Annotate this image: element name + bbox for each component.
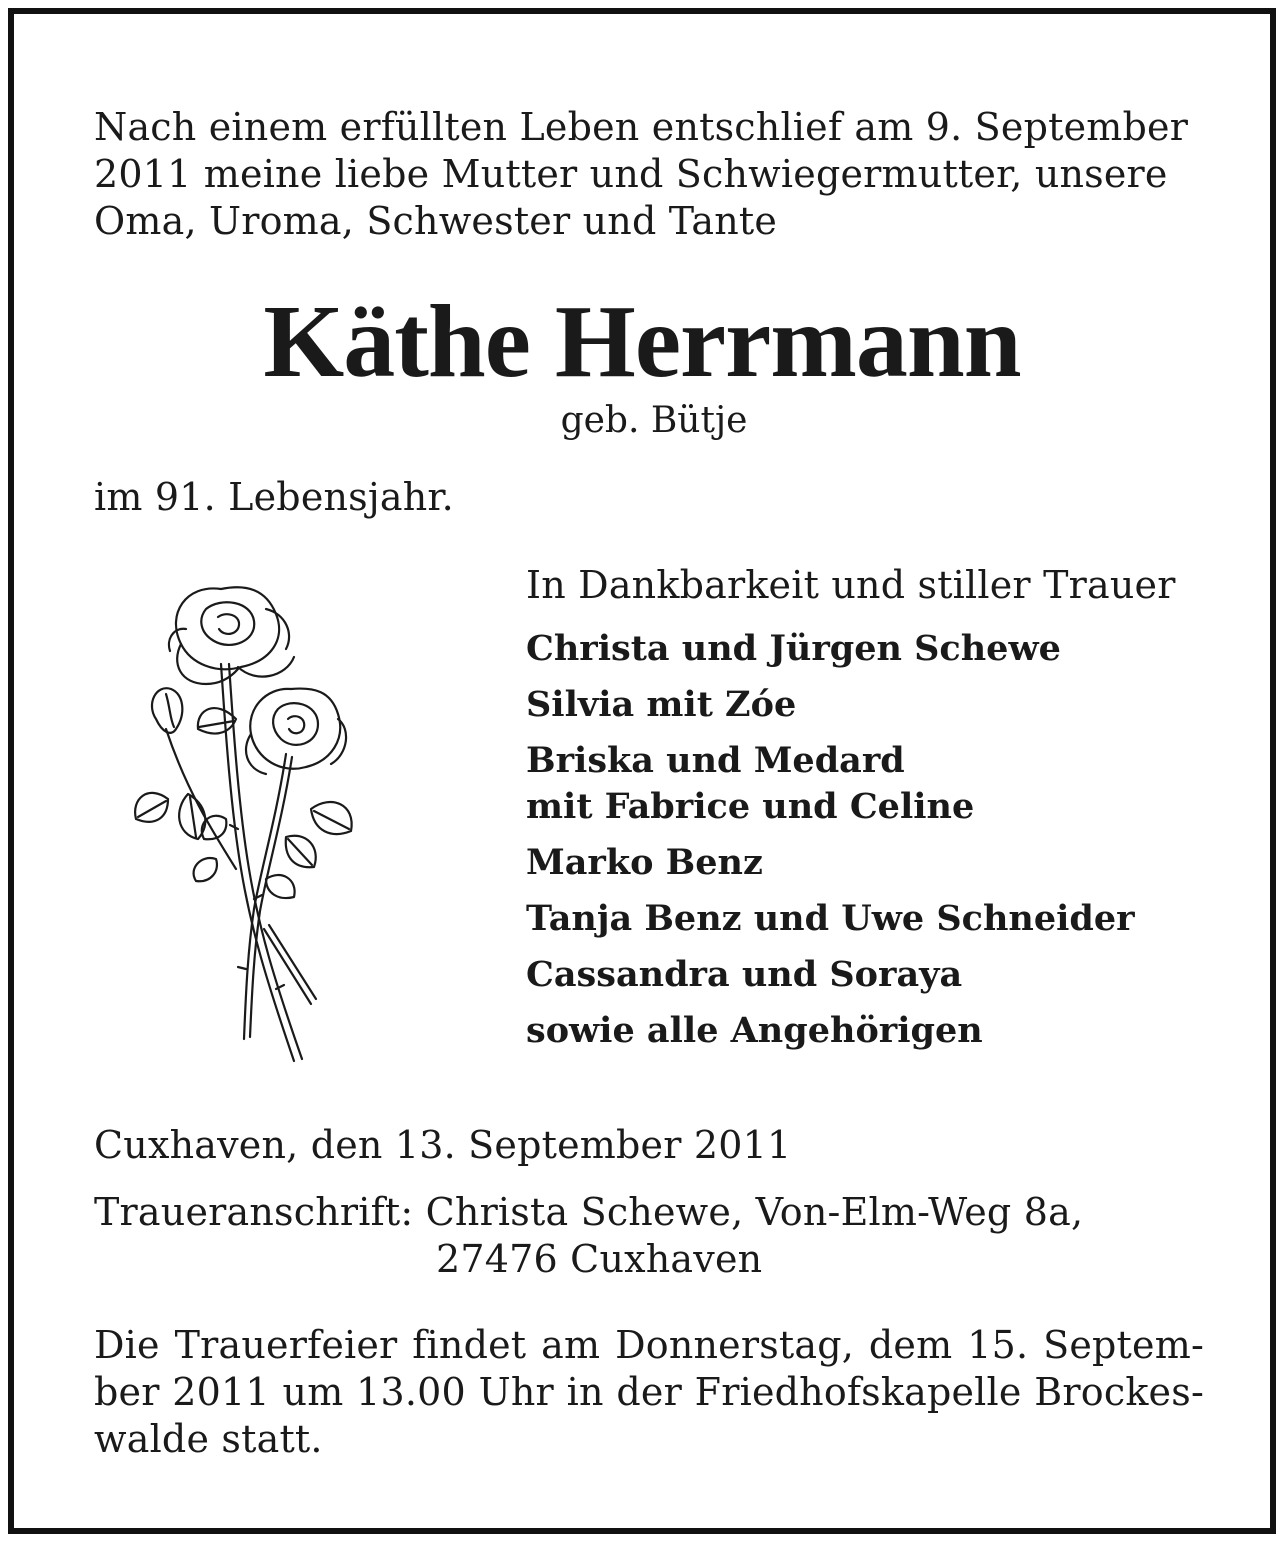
maiden-name: geb. Bütje [560, 400, 748, 441]
mourner-entry: Marko Benz [526, 842, 763, 883]
intro-line: 2011 meine liebe Mutter und Schwiegermutter, unsere [94, 152, 1168, 196]
address-line: 27476 Cuxhaven [436, 1237, 763, 1281]
address-line: Traueranschrift: Christa Schewe, Von-Elm-Weg 8a, [94, 1190, 1084, 1234]
service-line: walde statt. [94, 1417, 323, 1461]
service-line: ber 2011 um 13.00 Uhr in der Friedhofskapelle Brockes- [94, 1370, 1204, 1414]
deceased-name: Käthe Herrmann [263, 284, 1021, 399]
rose-illustration-icon [126, 569, 366, 1069]
mourners-list [526, 626, 1135, 1064]
mourner-entry: Tanja Benz und Uwe Schneider [526, 898, 1135, 939]
intro-line: Nach einem erfüllten Leben entschlief am 9. September [94, 105, 1189, 149]
mourning-phrase: In Dankbarkeit und stiller Trauer [526, 563, 1176, 607]
mourning-address [94, 1189, 1083, 1283]
mourner-line: mit Fabrice und Celine [526, 786, 975, 827]
mourner-entry: Cassandra und Soraya [526, 954, 963, 995]
mourner-entry [526, 738, 1135, 830]
obituary-frame [8, 8, 1276, 1534]
intro-paragraph [94, 104, 1204, 245]
mourner-line: Briska und Medard [526, 740, 905, 781]
mourner-entry: Silvia mit Zóe [526, 684, 797, 725]
intro-line: Oma, Uroma, Schwester und Tante [94, 199, 778, 243]
service-line: Die Trauerfeier findet am Donnerstag, dem 15. Septem- [94, 1323, 1204, 1367]
place-and-date: Cuxhaven, den 13. September 2011 [94, 1123, 792, 1167]
mourner-entry: sowie alle Angehörigen [526, 1010, 983, 1051]
funeral-service-notice [94, 1322, 1204, 1463]
mourner-entry: Christa und Jürgen Schewe [526, 628, 1061, 669]
age-statement: im 91. Lebensjahr. [94, 475, 454, 519]
